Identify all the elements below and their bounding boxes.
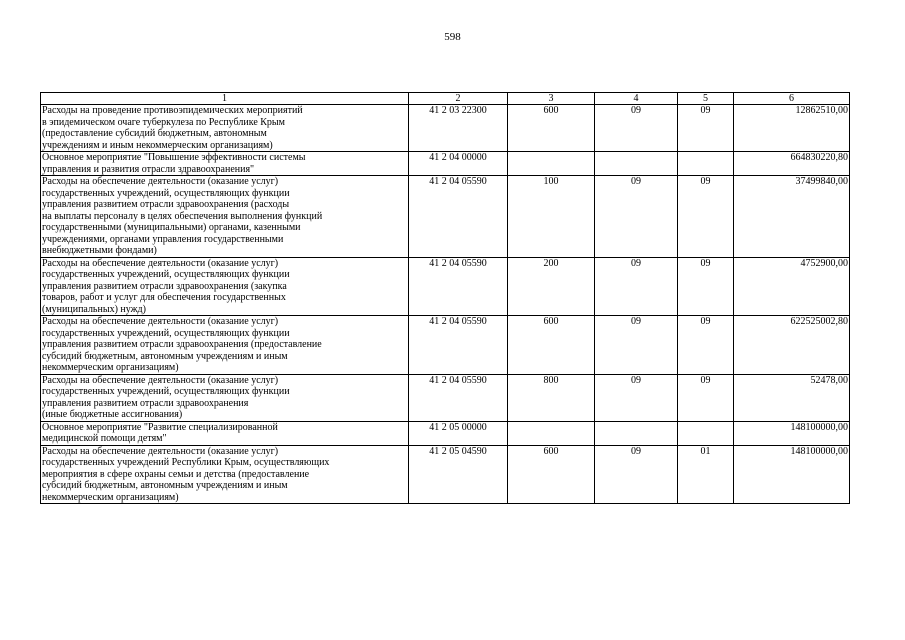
- table-row: [41, 445, 850, 504]
- row-name: Расходы на обеспечение деятельности (оказание услуг) государственных учреждений, осуществляющих функции управления развитием отрасли здравоохранения (иные бюджетные ассигнования): [41, 374, 409, 421]
- row-code: 41 2 03 22300: [409, 105, 508, 152]
- row-subsection: 09: [678, 257, 734, 316]
- budget-table: [40, 92, 850, 504]
- row-section: 09: [595, 257, 678, 316]
- row-name: Расходы на обеспечение деятельности (оказание услуг) государственных учреждений, осуществляющих функции управления развитием отрасли здравоохранения (расходы на выплаты персоналу в целях обеспечения выполнения функций государственными (муниципальными) органами, казенными учреждениями, органами управления государственными внебюджетными фондами): [41, 176, 409, 258]
- row-expense-type: 800: [508, 374, 595, 421]
- row-section: 09: [595, 105, 678, 152]
- row-code: 41 2 04 05590: [409, 374, 508, 421]
- table-row: [41, 176, 850, 258]
- row-expense-type: 200: [508, 257, 595, 316]
- row-name: Расходы на проведение противоэпидемических мероприятий в эпидемическом очаге туберкулеза по Республике Крым (предоставление субсидий бюджетным, автономным учреждениям и иным некоммерческим организациям): [41, 105, 409, 152]
- page-number: 598: [444, 31, 461, 43]
- row-code: 41 2 04 00000: [409, 152, 508, 176]
- row-amount: 4752900,00: [734, 257, 850, 316]
- row-name: Основное мероприятие "Повышение эффективности системы управления и развития отрасли здравоохранения": [41, 152, 409, 176]
- header-row: [41, 93, 850, 105]
- header-col-6: 6: [734, 93, 850, 105]
- row-code: 41 2 04 05590: [409, 176, 508, 258]
- row-code: 41 2 05 00000: [409, 421, 508, 445]
- row-amount: 37499840,00: [734, 176, 850, 258]
- row-subsection: 09: [678, 374, 734, 421]
- header-col-4: 4: [595, 93, 678, 105]
- row-amount: 622525002,80: [734, 316, 850, 375]
- table-row: [41, 421, 850, 445]
- row-name: Расходы на обеспечение деятельности (оказание услуг) государственных учреждений, осуществляющих функции управления развитием отрасли здравоохранения (предоставление субсидий бюджетным, автономным учреждениям и иным некоммерческим организациям): [41, 316, 409, 375]
- row-expense-type: 100: [508, 176, 595, 258]
- row-expense-type: 600: [508, 445, 595, 504]
- table-row: [41, 374, 850, 421]
- row-name: Расходы на обеспечение деятельности (оказание услуг) государственных учреждений Республики Крым, осуществляющих мероприятия в сфере охраны семьи и детства (предоставление субсидий бюджетным, автономным учреждениям и иным некоммерческим организациям): [41, 445, 409, 504]
- table-row: [41, 152, 850, 176]
- row-amount: 148100000,00: [734, 421, 850, 445]
- header-col-2: 2: [409, 93, 508, 105]
- row-expense-type: [508, 421, 595, 445]
- row-amount: 664830220,80: [734, 152, 850, 176]
- row-amount: 148100000,00: [734, 445, 850, 504]
- table-row: [41, 257, 850, 316]
- row-amount: 52478,00: [734, 374, 850, 421]
- row-section: 09: [595, 374, 678, 421]
- row-subsection: 09: [678, 176, 734, 258]
- table-row: [41, 316, 850, 375]
- table-row: [41, 105, 850, 152]
- row-subsection: [678, 152, 734, 176]
- row-amount: 12862510,00: [734, 105, 850, 152]
- row-code: 41 2 04 05590: [409, 316, 508, 375]
- row-subsection: 09: [678, 316, 734, 375]
- row-code: 41 2 04 05590: [409, 257, 508, 316]
- header-col-1: 1: [41, 93, 409, 105]
- row-section: 09: [595, 445, 678, 504]
- row-section: 09: [595, 176, 678, 258]
- row-section: [595, 152, 678, 176]
- row-expense-type: 600: [508, 316, 595, 375]
- row-section: 09: [595, 316, 678, 375]
- header-col-5: 5: [678, 93, 734, 105]
- row-subsection: 01: [678, 445, 734, 504]
- row-expense-type: 600: [508, 105, 595, 152]
- header-col-3: 3: [508, 93, 595, 105]
- row-name: Основное мероприятие "Развитие специализированной медицинской помощи детям": [41, 421, 409, 445]
- row-code: 41 2 05 04590: [409, 445, 508, 504]
- row-subsection: [678, 421, 734, 445]
- row-expense-type: [508, 152, 595, 176]
- row-name: Расходы на обеспечение деятельности (оказание услуг) государственных учреждений, осуществляющих функции управления развитием отрасли здравоохранения (закупка товаров, работ и услуг для обеспечения государственных (муниципальных) нужд): [41, 257, 409, 316]
- row-section: [595, 421, 678, 445]
- row-subsection: 09: [678, 105, 734, 152]
